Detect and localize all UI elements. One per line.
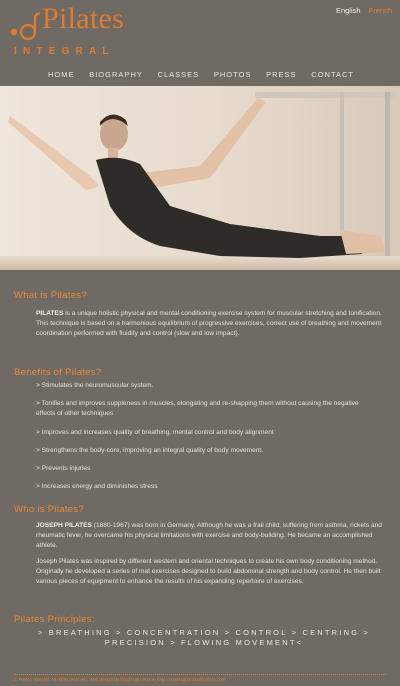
principles-list bbox=[34, 628, 374, 648]
nav-photos[interactable]: PHOTOS bbox=[213, 69, 252, 79]
section-who bbox=[14, 504, 386, 587]
who-paragraph-1 bbox=[36, 521, 386, 551]
who-p1: (1880-1967) was born in Germany. Although he was a frail child, suffering from asthma, rickets and rheumatic fever, he overcame his physical limitations with exercise and body-building. He became an accomplished athlete. bbox=[36, 522, 382, 549]
logo[interactable] bbox=[6, 4, 126, 60]
principles-heading: Pilates Principles: bbox=[14, 614, 95, 625]
language-english-link[interactable]: English bbox=[335, 6, 361, 15]
section-principles bbox=[14, 614, 386, 647]
language-switcher bbox=[330, 6, 392, 15]
header bbox=[0, 0, 400, 62]
benefit-item: > Tonifies and improves suppleness in muscles, elongating and re-shapping them without causing the negative effects of other techniques bbox=[36, 400, 359, 417]
logo-text: Pilates bbox=[42, 2, 125, 35]
benefit-item: > Prevents injuries bbox=[36, 465, 91, 472]
what-text bbox=[36, 309, 386, 339]
benefits-heading: Benefits of Pilates? bbox=[14, 367, 102, 378]
hero-photo bbox=[0, 86, 400, 270]
principles-line-1: > BREATHING > CONCENTRATION > CONTROL > CENTRING > bbox=[37, 628, 371, 637]
nav-classes[interactable]: CLASSES bbox=[157, 69, 200, 79]
nav-press[interactable]: PRESS bbox=[266, 69, 297, 79]
footer: © Pilates-Integral. All rights reserved. Web design by fingdesign, Rome-Italy. miriaslagnoman@yahoo.com bbox=[14, 674, 386, 682]
who-heading: Who is Pilates? bbox=[14, 504, 84, 515]
language-french-link[interactable]: French bbox=[368, 6, 392, 15]
what-heading: What is Pilates? bbox=[14, 290, 87, 301]
main-nav bbox=[0, 62, 400, 86]
what-lead: PILATES bbox=[36, 310, 64, 317]
nav-biography[interactable]: BIOGRAPHY bbox=[89, 69, 143, 79]
what-body: is a unique holistic physical and mental conditioning exercise system for muscular stretching and tonification. This technique is based on a harmonious equilibrium of progressive exercises, correct use of breathing and movement coordination performed with fluidity and control (slow and low impact). bbox=[36, 310, 382, 337]
principles-line-2: PRECISION > FLOWING MOVEMENT< bbox=[104, 638, 304, 647]
section-benefits bbox=[14, 367, 386, 490]
section-what bbox=[14, 290, 386, 339]
benefit-item: > Strengthens the body-core, improving an integral quality of body movement. bbox=[36, 447, 264, 454]
benefit-item: > Stimulates the neuromuscular system. bbox=[36, 382, 154, 389]
who-paragraph-2: Joseph Pilates was inspired by different western and oriental techniques to create his own body conditioning method. Originally he developed a series of mat exercises designed to build abdominal strength and body control. He then built various pieces of equipment to enhance the results of his expanding repertoire of exercises. bbox=[36, 558, 381, 585]
benefit-item: > Improves and increases quality of breathing, mental control and body alignment bbox=[36, 429, 274, 436]
who-lead: JOSEPH PILATES bbox=[36, 522, 92, 529]
benefit-item: > Increases energy and diminishes stress bbox=[36, 483, 158, 490]
nav-home[interactable]: HOME bbox=[48, 69, 75, 79]
logo-subtitle: INTEGRAL bbox=[14, 46, 115, 57]
nav-contact[interactable]: CONTACT bbox=[311, 69, 354, 79]
